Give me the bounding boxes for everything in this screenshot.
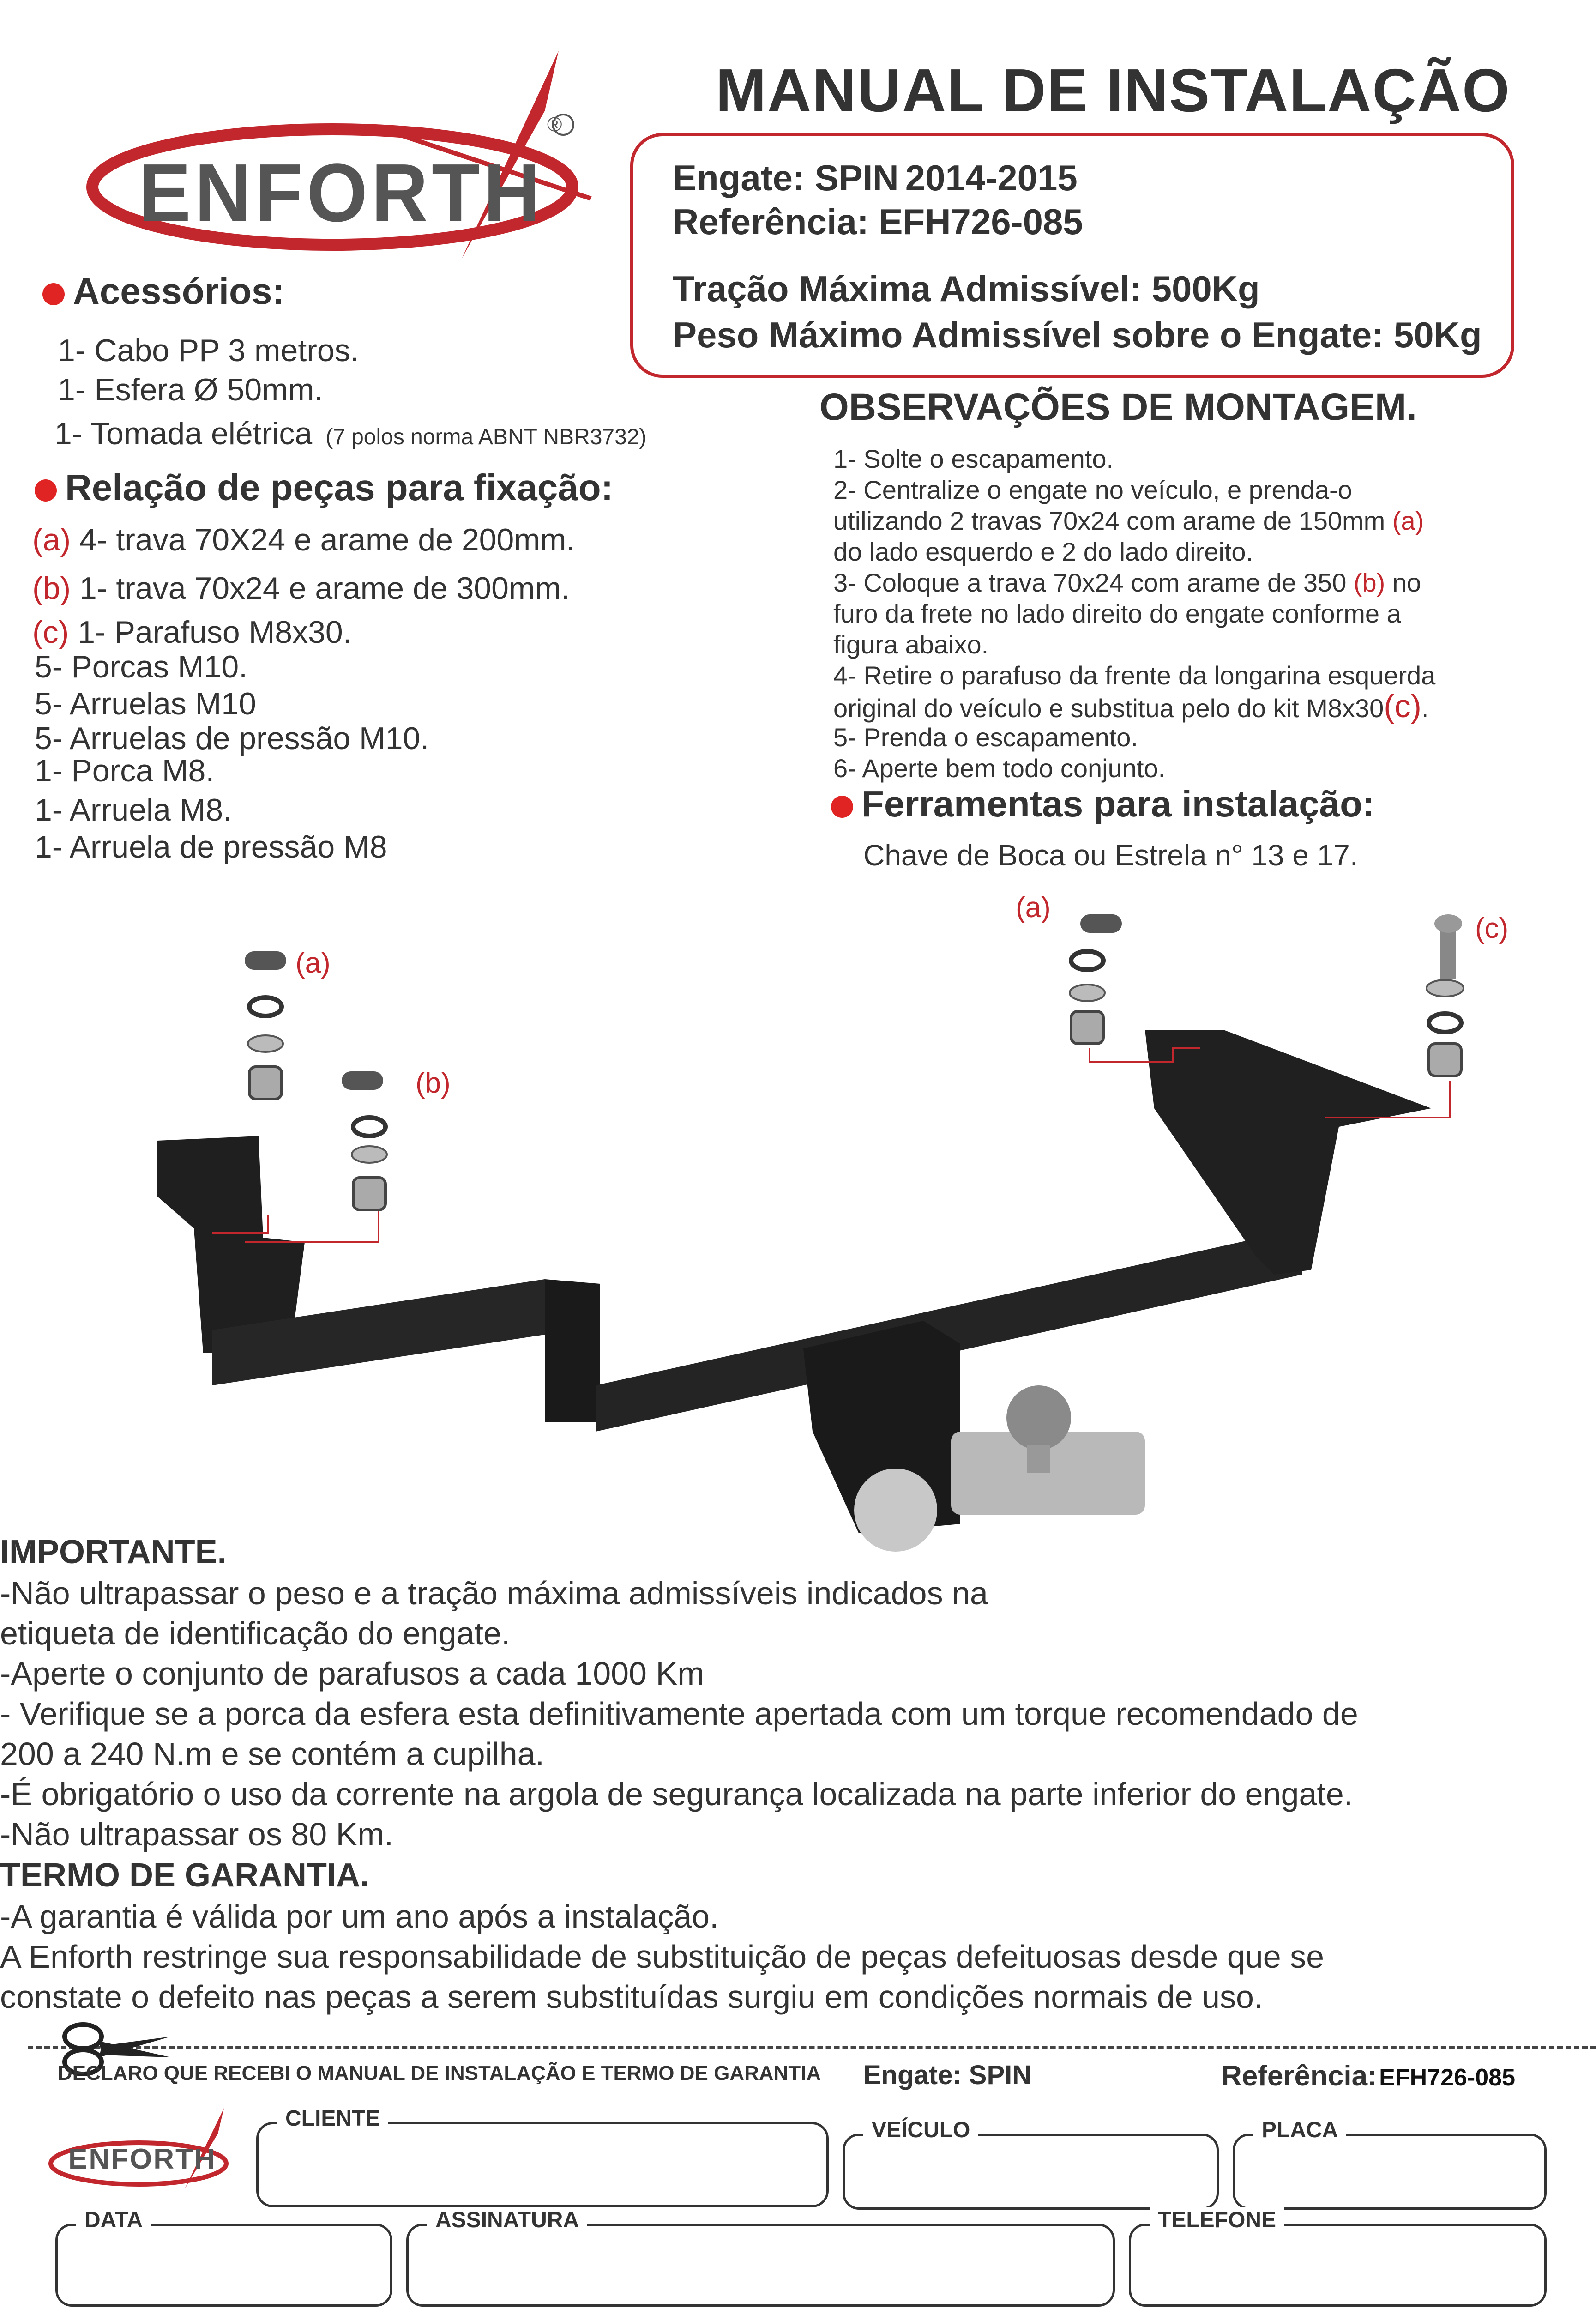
garantia-line: A Enforth restringe sua responsabilidade de substituição de peças defeituosas desde que se (0, 1939, 1325, 1975)
diagram-label-c: (c) (1475, 913, 1509, 944)
importante-line: -Não ultrapassar os 80 Km. (0, 1816, 394, 1852)
importante-line: -É obrigatório o uso da corrente na argola de segurança localizada na parte inferior do engate. (0, 1776, 1353, 1812)
obs-line: do lado esquerdo e 2 do lado direito. (833, 537, 1253, 566)
obs-line: 3- Coloque a trava 70x24 com arame de 350 (b) no (833, 568, 1421, 597)
garantia-heading: TERMO DE GARANTIA. (0, 1857, 369, 1894)
importante-line: -Não ultrapassar o peso e a tração máxima admissíveis indicados na (0, 1575, 988, 1611)
obs-line: original do veículo e substitua pelo do kit M8x30(c). (833, 688, 1429, 724)
peca-item: 1- Arruela M8. (35, 792, 232, 828)
peca-item: (a) 4- trava 70X24 e arame de 200mm. (32, 522, 575, 557)
peca-item: 1- Arruela de pressão M8 (35, 829, 387, 864)
peca-item: (b) 1- trava 70x24 e arame de 300mm. (32, 571, 570, 606)
ferramentas-heading: Ferramentas para instalação: (831, 783, 1375, 825)
brand-wordmark: ENFORTH (139, 147, 544, 239)
form-engate: Engate: SPIN (863, 2060, 1032, 2090)
veiculo-field[interactable]: VEÍCULO (843, 2134, 1219, 2210)
cut-line (28, 2046, 1596, 2049)
importante-line: 200 a 240 N.m e se contém a cupilha. (0, 1736, 545, 1772)
referencia-line: Referência: EFH726-085 (673, 201, 1083, 242)
acessorio-item: 1- Esfera Ø 50mm. (58, 372, 323, 407)
diagram-label-b: (b) (416, 1067, 451, 1099)
data-field[interactable]: DATA (55, 2224, 392, 2307)
cliente-field[interactable]: CLIENTE (256, 2122, 829, 2207)
registered-mark: ® (547, 113, 562, 136)
spec-box (630, 133, 1514, 378)
acessorios-heading: Acessórios: (42, 270, 284, 313)
peca-item: 5- Porcas M10. (35, 649, 248, 684)
peca-item: 5- Arruelas M10 (35, 686, 256, 721)
peca-item: 1- Porca M8. (35, 753, 215, 788)
garantia-line: -A garantia é válida por um ano após a instalação. (0, 1898, 719, 1934)
form-referencia: Referência: EFH726-085 (1221, 2060, 1515, 2092)
bullet-icon (831, 796, 853, 818)
tracao-line: Tração Máxima Admissível: 500Kg (673, 268, 1260, 309)
assinatura-field[interactable]: ASSINATURA (406, 2224, 1115, 2307)
garantia-line: constate o defeito nas peças a serem substituídas surgiu em condições normais de uso. (0, 1979, 1263, 2015)
diagram-label-a: (a) (1016, 892, 1051, 924)
importante-line: etiqueta de identificação do engate. (0, 1615, 511, 1651)
obs-line: 2- Centralize o engate no veículo, e prenda-o (833, 475, 1352, 504)
brand-wordmark-small: ENFORTH (68, 2143, 217, 2175)
declaro-text: DECLARO QUE RECEBI O MANUAL DE INSTALAÇÃO E TERMO DE GARANTIA (58, 2062, 821, 2085)
pecas-heading: Relação de peças para fixação: (35, 466, 613, 509)
diagram-label-a: (a) (295, 947, 331, 979)
acessorio-item: 1- Tomada elétrica (7 polos norma ABNT NBR3732) (54, 416, 647, 451)
acessorio-item: 1- Cabo PP 3 metros. (58, 333, 359, 368)
obs-line: 4- Retire o parafuso da frente da longarina esquerda (833, 661, 1436, 690)
peca-item: 5- Arruelas de pressão M10. (35, 721, 429, 756)
importante-line: -Aperte o conjunto de parafusos a cada 1000 Km (0, 1656, 705, 1692)
telefone-field[interactable]: TELEFONE (1129, 2224, 1547, 2307)
page-title: MANUAL DE INSTALAÇÃO (716, 56, 1511, 124)
obs-line: 1- Solte o escapamento. (833, 444, 1114, 473)
observacoes-heading: OBSERVAÇÕES DE MONTAGEM. (819, 386, 1417, 428)
importante-line: - Verifique se a porca da esfera esta definitivamente apertada com um torque recomendado de (0, 1696, 1358, 1732)
obs-line: figura abaixo. (833, 630, 989, 659)
bullet-icon (42, 283, 65, 305)
obs-line: utilizando 2 travas 70x24 com arame de 150mm (a) (833, 506, 1424, 535)
importante-heading: IMPORTANTE. (0, 1534, 227, 1571)
obs-line: furo da frete no lado direito do engate conforme a (833, 599, 1401, 628)
peso-line: Peso Máximo Admissível sobre o Engate: 50Kg (673, 314, 1482, 355)
ferramentas-text: Chave de Boca ou Estrela n° 13 e 17. (863, 839, 1358, 872)
placa-field[interactable]: PLACA (1233, 2134, 1547, 2210)
tow-hitch-diagram (139, 877, 1570, 1598)
peca-item: (c) 1- Parafuso M8x30. (32, 615, 352, 650)
obs-line: 5- Prenda o escapamento. (833, 723, 1138, 752)
bullet-icon (35, 479, 57, 502)
obs-line: 6- Aperte bem todo conjunto. (833, 754, 1166, 783)
engate-line: Engate: SPIN 2014-2015 (673, 157, 1078, 198)
